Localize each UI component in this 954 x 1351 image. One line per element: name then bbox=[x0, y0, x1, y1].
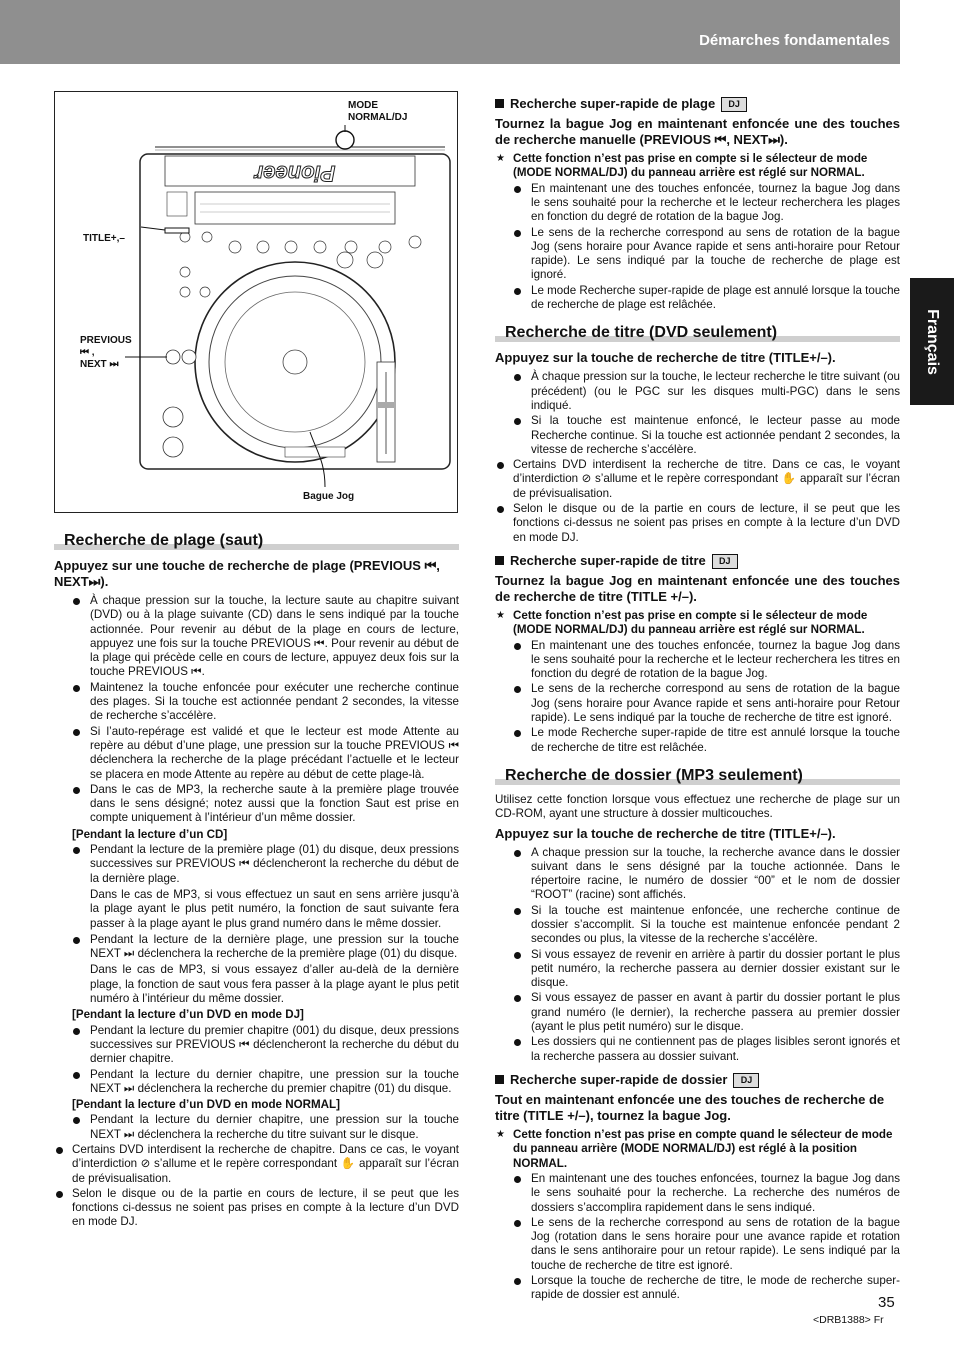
section-title-plage: Recherche de plage (saut) bbox=[54, 530, 459, 552]
list-item: Si l’auto-repérage est validé et que le lecteur est mode Attente au repère au début d’une plage, une pression sur la touche PREVIOUS ⏮ déclenchera la recherche de la plage précédant l’actuelle et le lecteur se placera en mode Attente au repère au début de cette plage-là. bbox=[54, 725, 459, 782]
section-title-titre: Recherche de titre (DVD seulement) bbox=[495, 322, 900, 344]
subheading-super-titre: Recherche super-rapide de titre DJ bbox=[495, 553, 900, 569]
header-bar bbox=[0, 0, 900, 64]
list-item: Pendant la lecture du premier chapitre (001) du disque, deux pressions successives sur PREVIOUS ⏮ déclencheront la recherche du début du dernier chapitre. bbox=[54, 1024, 459, 1067]
cd-heading: [Pendant la lecture d’un CD] bbox=[72, 827, 228, 841]
document-code: <DRB1388> Fr bbox=[813, 1314, 884, 1326]
dossier-intro: Utilisez cette fonction lorsque vous effectuez une recherche de plage sur un CD-ROM, ayant une structure à dossier multicouches. bbox=[495, 792, 900, 821]
page-number: 35 bbox=[878, 1294, 895, 1311]
header-title: Démarches fondamentales bbox=[699, 32, 890, 49]
normal-heading: [Pendant la lecture d’un DVD en mode NORMAL] bbox=[72, 1098, 340, 1112]
language-tab bbox=[910, 278, 954, 405]
list-item: Certains DVD interdisent la recherche de titre. Dans ce cas, le voyant d’interdiction ⊘ s’allume et le repère correspondant ✋ apparaît sur l’écran de prévisualisation. bbox=[495, 458, 900, 501]
subheading-super-dossier: Recherche super-rapide de dossier DJ bbox=[495, 1072, 900, 1088]
instruction-super-dossier: Tout en maintenant enfoncée une des touches de recherche de titre (TITLE +/–), tournez la bague Jog. bbox=[495, 1092, 885, 1124]
instruction-dossier: Appuyez sur la touche de recherche de titre (TITLE+/–). bbox=[495, 825, 836, 841]
dj-heading: [Pendant la lecture d’un DVD en mode DJ] bbox=[72, 1008, 304, 1022]
instruction-super-plage: Tournez la bague Jog en maintenant enfoncée une des touches de recherche manuelle (PREVIOUS ⏮, NEXT⏭). bbox=[495, 116, 900, 148]
list-item: Si vous essayez de passer en avant à partir du dossier portant le plus grand numéro (le dernier), la recherche passera au premier dossier (ayant le plus petit numéro) sur le disque. bbox=[495, 991, 900, 1034]
list-item: Selon le disque ou de la partie en cours de lecture, il se peut que les fonctions ci-dessus ne soient pas prises en compte à la lecture d’un DVD en mode DJ. bbox=[495, 502, 900, 545]
list-item: Le sens de la recherche correspond au sens de rotation de la bague Jog (sens horaire pour Avance rapide et sens anti-horaire pour Retour rapide). Le sens indiqué par la touche de recherche de titre est ignoré. bbox=[495, 682, 900, 725]
square-bullet-icon bbox=[495, 1075, 504, 1084]
list-item: Le mode Recherche super-rapide de plage est annulé lorsque la touche de recherche de plage est relâchée. bbox=[495, 284, 900, 313]
list-item: Dans le cas de MP3, la recherche saute à la première plage trouvée dans le sens désigné; notez aussi que la fonction Saut est prise en compte uniquement à l’intérieur d’un même dossier. bbox=[54, 783, 459, 826]
label-mode-normal-dj: MODE NORMAL/DJ bbox=[348, 100, 408, 123]
list-item: Le mode Recherche super-rapide de titre est annulé lorsque la touche de recherche de titre est relâchée. bbox=[495, 726, 900, 755]
list-item: Pendant la lecture du dernier chapitre, une pression sur la touche NEXT ⏭ déclenchera la recherche du premier chapitre (01) du disque. bbox=[54, 1068, 459, 1097]
cdj-player-drawing bbox=[55, 92, 459, 514]
star-note: ★ Cette fonction n’est pas prise en compte quand le sélecteur de mode du panneau arrière (MODE NORMAL/DJ) est réglé à la position NORMAL. bbox=[495, 1128, 900, 1171]
list-item: En maintenant une des touches enfoncée, tournez la bague Jog dans le sens souhaité pour la recherche et le lecteur recherchera les titres en fonction du degré de rotation de la bague Jog. bbox=[495, 639, 900, 682]
svg-text:Pioneer: Pioneer bbox=[254, 161, 336, 186]
list-item: Lorsque la touche de recherche de titre, le mode de recherche super-rapide de dossier est annulé. bbox=[495, 1274, 900, 1303]
dj-mode-icon: DJ bbox=[721, 97, 747, 112]
list-item: Si la touche est maintenue enfoncé, le lecteur passe au mode Recherche continue. Si la touche est actionnée pendant 2 secondes, la vitesse de recherche s’accélère. bbox=[495, 414, 900, 457]
instruction-super-titre: Tournez la bague Jog en maintenant enfoncée une des touches de recherche de titre (TITLE +/–). bbox=[495, 572, 900, 604]
list-item: Si vous essayez de revenir en arrière à partir du dossier portant le plus petit numéro, la recherche passera au dernier dossier existant sur le disque. bbox=[495, 948, 900, 991]
label-title-button: TITLE+,– bbox=[83, 233, 125, 244]
list-item: Le sens de la recherche correspond au sens de rotation de la bague Jog (sens horaire pour Avance rapide et sens anti-horaire pour Retour rapide). Le sens indiqué par la touche de recherche de plage est ignoré. bbox=[495, 226, 900, 283]
list-item: À chaque pression sur la touche, la lecture saute au chapitre suivant (DVD) ou à la plage suivante (CD) dans le sens indiqué par la touche actionnée. Pour revenir au début de la plage en cours de lecture, appuyez une fois sur la touche PREVIOUS ⏮. Pour revenir au début de la plage qui précède celle en cours de lecture, appuyez deux fois sur la touche PREVIOUS ⏮. bbox=[54, 594, 459, 680]
player-illustration bbox=[54, 91, 458, 513]
list-item: Certains DVD interdisent la recherche de chapitre. Dans ce cas, le voyant d’interdiction ⊘ s’allume et le repère correspondant ✋ apparaît sur l’écran de prévisualisation. bbox=[54, 1143, 459, 1186]
list-item: Pendant la lecture de la première plage (01) du disque, deux pressions successives sur PREVIOUS ⏮ déclencheront la recherche du début de la dernière plage. bbox=[54, 843, 459, 886]
list-item: Les dossiers qui ne contiennent pas de plages lisibles seront ignorés et la recherche passera au dossier suivant. bbox=[495, 1035, 900, 1064]
dj-mode-icon: DJ bbox=[733, 1073, 759, 1088]
subheading-super-plage: Recherche super-rapide de plage DJ bbox=[495, 96, 900, 112]
label-jog-ring: Bague Jog bbox=[303, 491, 355, 502]
left-column bbox=[54, 524, 459, 1231]
language-tab-label: Français bbox=[924, 308, 941, 375]
list-item: En maintenant une des touches enfoncée, tournez la bague Jog dans le sens souhaité pour la recherche et le lecteur recherchera les plages en fonction du degré de rotation de la bague Jog. bbox=[495, 182, 900, 225]
cd-note: Dans le cas de MP3, si vous essayez d’aller au-delà de la dernière plage, la fonction de saut vous fera passer à la plage ayant le plus petit numéro à l’intérieur du même dossier. bbox=[90, 963, 459, 1006]
right-column bbox=[495, 88, 900, 1304]
square-bullet-icon bbox=[495, 556, 504, 565]
list-item: Selon le disque ou de la partie en cours de lecture, il se peut que les fonctions ci-dessus ne soient pas prises en compte à la lecture d’un DVD en mode DJ. bbox=[54, 1187, 459, 1230]
list-item: À chaque pression sur la touche, le lecteur recherche le titre suivant (ou précédent) (ou le PGC sur les disques multi-PGC) dans le sens indiqué. bbox=[495, 370, 900, 413]
list-item: Si la touche est maintenue enfoncée, une recherche continue de dossier s’accomplit. Si la touche est maintenue enfoncée pendant 2 secondes ou plus, la vitesse de la recherche s’accélère. bbox=[495, 904, 900, 947]
star-note: ★ Cette fonction n’est pas prise en compte si le sélecteur de mode (MODE NORMAL/DJ) du panneau arrière est réglé sur NORMAL. bbox=[495, 152, 900, 181]
section-title-dossier: Recherche de dossier (MP3 seulement) bbox=[495, 765, 900, 787]
list-item: Maintenez la touche enfoncée pour exécuter une recherche continue des plages. Si la touche est actionnée pendant 2 secondes, la vitesse de recherche s’accélère. bbox=[54, 681, 459, 724]
instruction-titre: Appuyez sur la touche de recherche de titre (TITLE+/–). bbox=[495, 350, 836, 366]
instruction-plage: Appuyez sur une touche de recherche de plage (PREVIOUS ⏮, NEXT⏭). bbox=[54, 558, 440, 589]
list-item: Le sens de la recherche correspond au sens de rotation de la bague Jog (rotation dans le sens horaire pour une avance rapide et rotation dans le sens antihoraire pour un retour rapide). Le sens indiqué par la touche de recherche de titre est ignoré. bbox=[495, 1216, 900, 1273]
label-previous-next: PREVIOUS ⏮ , NEXT ⏭ bbox=[80, 335, 132, 370]
star-note: ★ Cette fonction n’est pas prise en compte si le sélecteur de mode (MODE NORMAL/DJ) du panneau arrière est réglé sur NORMAL. bbox=[495, 609, 900, 638]
dj-mode-icon: DJ bbox=[712, 554, 738, 569]
square-bullet-icon bbox=[495, 99, 504, 108]
list-item: Pendant la lecture du dernier chapitre, une pression sur la touche NEXT ⏭ déclenchera la recherche du titre suivant sur le disque. bbox=[54, 1113, 459, 1142]
list-item: A chaque pression sur la touche, la recherche avance dans le dossier suivant dans le sens désigné par la touche actionnée. Dans le répertoire racine, le numéro de dossier “00” et le nom de dossier “ROOT” (racine) sont affichés. bbox=[495, 846, 900, 903]
cd-note: Dans le cas de MP3, si vous effectuez un saut en sens arrière jusqu’à la plage ayant le plus petit numéro, la fonction de saut suivante fera passer à la plage ayant le plus grand numéro dans le même dossier. bbox=[90, 887, 459, 930]
list-item: En maintenant une des touches enfoncées, tournez la bague Jog dans le sens souhaité pour la recherche. La recherche des numéros de dossiers s’accomplira rapidement dans le sens indiqué. bbox=[495, 1172, 900, 1215]
list-item: Pendant la lecture de la dernière plage, une pression sur la touche NEXT ⏭ déclenchera la recherche de la première plage (01) du disque. bbox=[54, 933, 459, 962]
